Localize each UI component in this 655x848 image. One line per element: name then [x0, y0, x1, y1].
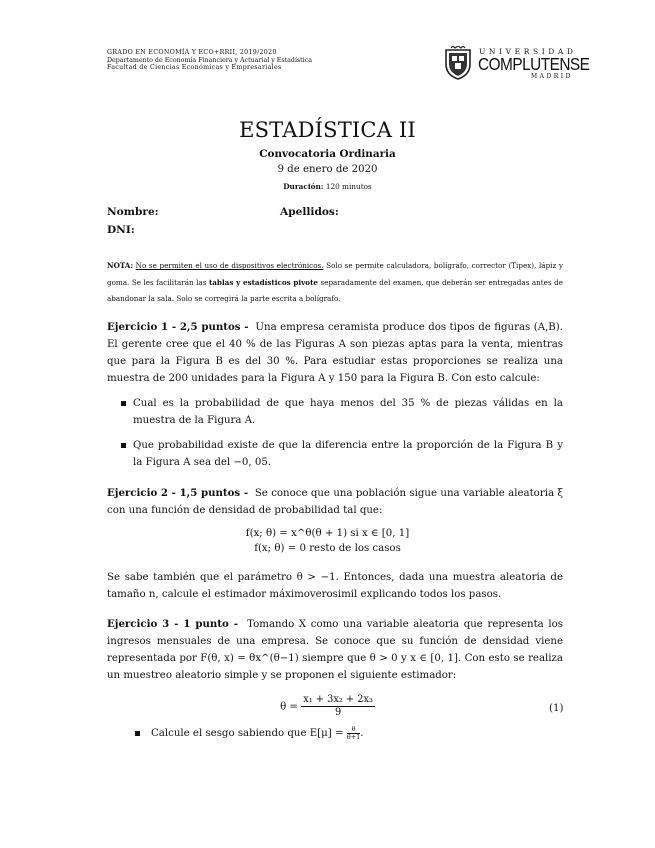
header-block — [107, 49, 357, 72]
bullet-icon — [121, 443, 126, 448]
bullet-fraction — [347, 726, 361, 741]
exercise-1-heading: Ejercicio 1 - 2,5 puntos - — [107, 321, 249, 333]
exercise-1-text: Una empresa ceramista produce dos tipos de figuras (A,B). El gerente cree que el 40 % de las Figuras A son piezas aptas para la venta, mientras que para la Figura B es del 30 %. Para estudiar estas proporciones se realiza una muestra de 200 unidades para la Figura A y 150 para la Figura B. Con esto calcule: — [107, 322, 564, 384]
logo-university: UNIVERSIDAD — [479, 47, 577, 56]
note-text-2: separadamente del examen, que deberán ser entregadas antes de abandonar la sala. Solo se corregirá la parte escrita a bolígrafo. — [107, 277, 563, 303]
estimator-fraction — [301, 694, 375, 719]
exercise-1-bullet-2: Que probabilidad existe de que la diferencia entre la proporción de la Figura B y la Figura A sea del −0, 05. — [133, 440, 563, 468]
logo-madrid: MADRID — [531, 73, 573, 80]
dni-label: DNI: — [107, 224, 135, 236]
exercise-3-text: Tomando X como una variable aleatoria que representa los ingresos mensuales de una empresa. Se conoce que su función de densidad viene representada por F(θ, x) = θx^(θ−1) siempre que θ > 0 y x ∈ [0, 1]. Con esto se realiza un muestreo aleatorio simple y se proponen el siguiente estimador: — [107, 619, 563, 681]
exercise-2 — [107, 485, 563, 519]
estimator-denominator: 9 — [334, 707, 342, 718]
exam-note — [107, 258, 563, 308]
name-label: Nombre: — [107, 206, 159, 218]
duration-label: Duración: — [283, 182, 324, 191]
header-degree: GRADO EN ECONOMÍA Y ECO+RRII, 2019/2020 — [107, 49, 277, 56]
exercise-2-heading: Ejercicio 2 - 1,5 puntos - — [107, 487, 249, 499]
bullet-fraction-num: θ — [347, 726, 361, 734]
exercise-1-bullet-1: Cual es la probabilidad de que haya menos del 35 % de piezas válidas en la muestra de la Figura A. — [133, 398, 563, 426]
exercise-3-bullet: Calcule el sesgo sabiendo que E[μ] = — [151, 728, 344, 739]
note-underlined: No se permiten el uso de dispositivos electrónicos. — [135, 261, 324, 270]
list-item — [107, 395, 563, 429]
surname-label: Apellidos: — [280, 206, 339, 218]
exercise-2-text: Se conoce que una población sigue una variable aleatoria ξ con una función de densidad de probabilidad tal que: — [107, 488, 563, 516]
note-bold: tablas y estadísticos pivote — [208, 277, 318, 287]
exercise-3-heading: Ejercicio 3 - 1 punto - — [107, 618, 238, 630]
exercise-3 — [107, 616, 563, 684]
university-logo — [443, 46, 590, 82]
list-item — [107, 437, 563, 471]
exercise-2-equation-2: f(x; θ) = 0 resto de los casos — [254, 543, 401, 554]
logo-complutense: COMPLUTENSE — [478, 54, 590, 74]
bullet-icon — [121, 401, 126, 406]
exercise-3-list — [107, 725, 563, 742]
estimator-lhs: θ = — [280, 701, 298, 713]
exam-duration — [0, 182, 655, 191]
list-item: Calcule el sesgo sabiendo que E[μ] = $\frac{\theta}{\theta+1}$. — [107, 725, 563, 742]
bullet-icon — [135, 731, 140, 736]
header-faculty: Facultad de Ciencias Económicas y Empresariales — [107, 64, 282, 72]
note-label: NOTA: — [107, 261, 134, 270]
note-text-1: Solo se permite calculadora, bolígrafo, corrector (Tipex), lápiz y goma. Se les facilitarán las — [107, 261, 563, 287]
exercise-1-list — [107, 395, 563, 471]
equation-number: (1) — [549, 703, 564, 714]
bullet-fraction-den: θ+1 — [346, 732, 361, 741]
header-department: Departamento de Economía Financiera y Actuarial y Estadística — [107, 56, 313, 64]
exercise-2-equation-1: f(x; θ) = x^θ(θ + 1) si x ∈ [0, 1] — [245, 528, 410, 539]
exercise-1 — [107, 319, 563, 387]
estimator-numerator: x₁ + 3x₂ + 2x₃ — [303, 694, 373, 705]
duration-value: 120 minutos — [325, 182, 372, 191]
exercise-2-text-2: Se sabe también que el parámetro θ > −1. Entonces, dada una muestra aleatoria de tamaño n, calcule el estimador máximoverosimil explicando todos los pasos. — [107, 572, 563, 600]
crest-icon — [443, 46, 473, 80]
exam-title: ESTADÍSTICA II — [239, 118, 416, 142]
exam-date: 9 de enero de 2020 — [277, 164, 378, 175]
exam-subtitle: Convocatoria Ordinaria — [259, 148, 396, 160]
